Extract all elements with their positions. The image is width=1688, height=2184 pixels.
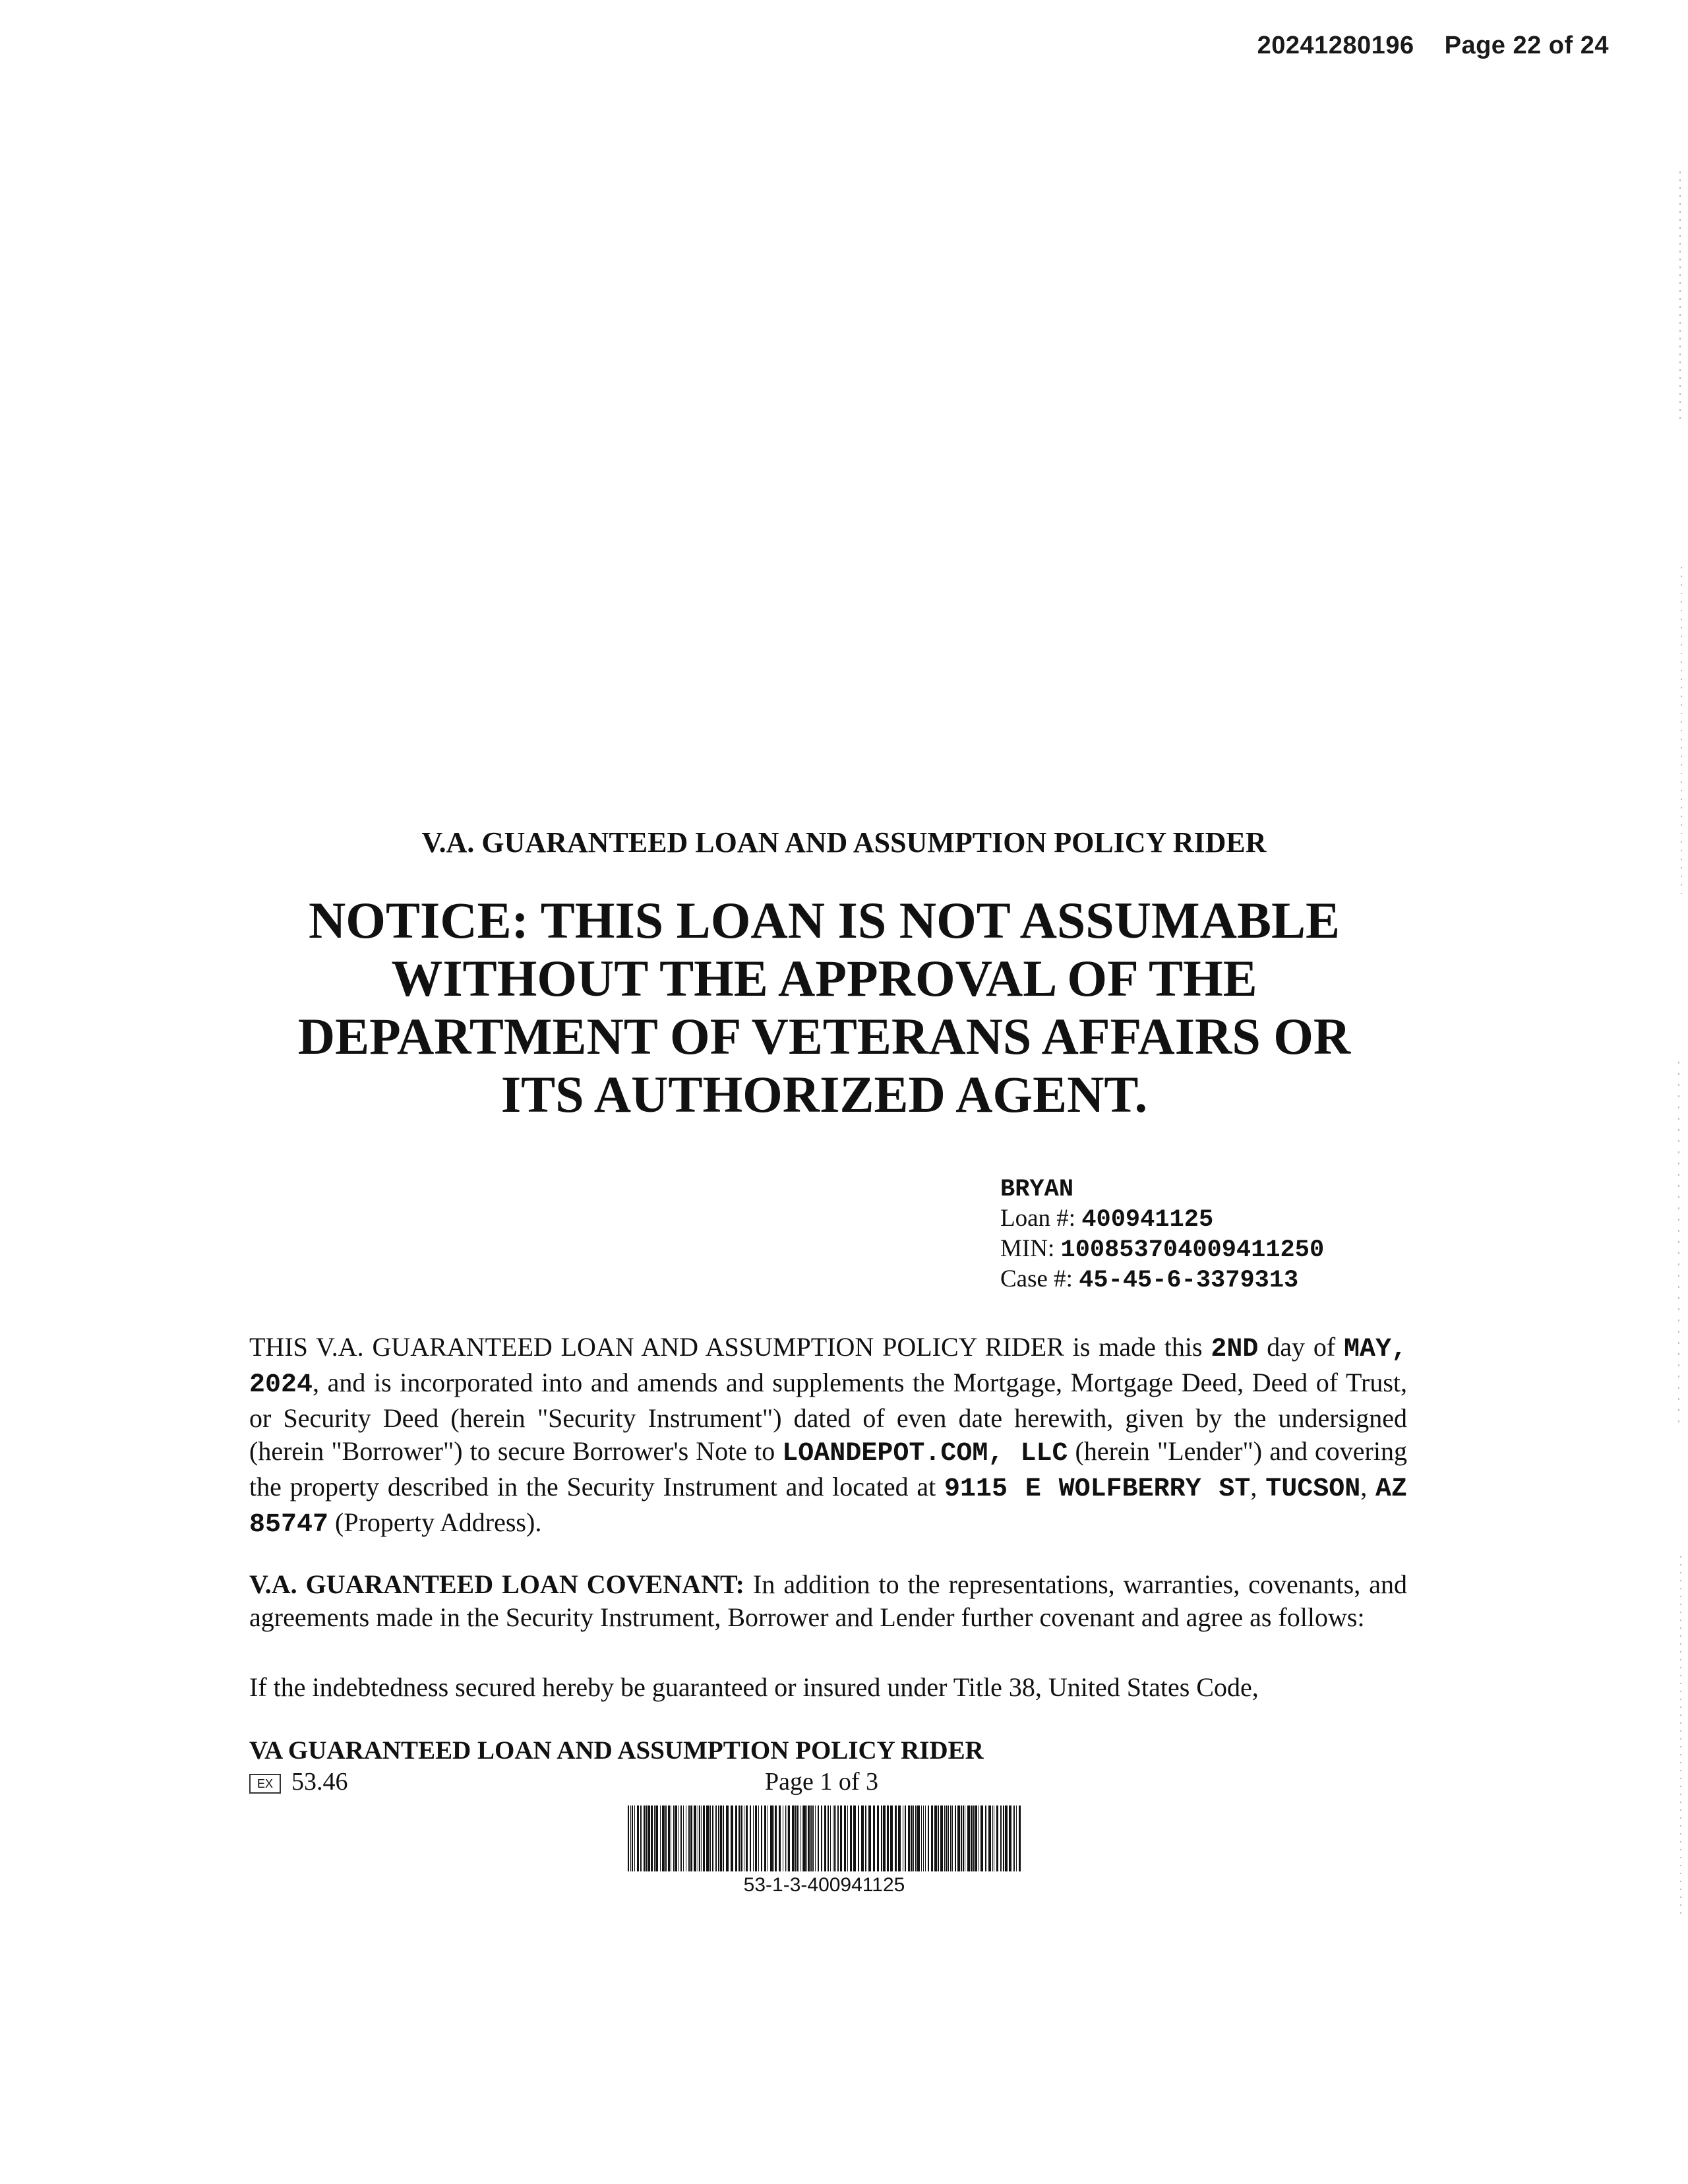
covenant-paragraph — [249, 1568, 1407, 1634]
barcode-bar — [928, 1805, 929, 1871]
barcode-bar — [828, 1805, 829, 1871]
barcode-bar — [873, 1805, 875, 1871]
barcode-bar — [818, 1805, 819, 1871]
paragraph-text: (herein "Lender") and covering the property described in the Security Instrument and located at — [249, 1436, 1407, 1502]
barcode-bar — [632, 1805, 633, 1871]
document-number: 20241280196 — [1257, 32, 1414, 59]
barcode-bar — [797, 1805, 799, 1871]
barcode-bar — [950, 1805, 951, 1871]
barcode-bar — [738, 1805, 740, 1871]
barcode-bar — [911, 1805, 913, 1871]
barcode-bar — [938, 1805, 939, 1871]
barcode-bar — [665, 1805, 667, 1871]
barcode-bar — [815, 1805, 816, 1871]
barcode-bar — [726, 1805, 729, 1871]
paragraph-text: , and is incorporated into and amends and supplements the Mortgage, Mortgage Deed, Deed of Trust, or Security Deed (herein "Security Instrument") dated of even date herewith, given by the undersigned (herein "Borrower") to secure Borrower's Note to — [249, 1368, 1407, 1466]
scan-edge-marks — [1668, 171, 1688, 1952]
barcode-bar — [803, 1805, 806, 1871]
property-state: AZ — [1375, 1474, 1408, 1504]
barcode-bar — [890, 1805, 893, 1871]
barcode-bar — [753, 1805, 754, 1871]
form-number: 53.46 — [291, 1768, 348, 1796]
barcode-bar — [946, 1805, 947, 1871]
rider-intro-paragraph — [249, 1331, 1407, 1542]
barcode-bar — [923, 1805, 924, 1871]
barcode-bar — [712, 1805, 713, 1871]
barcode-bar — [775, 1805, 777, 1871]
loan-number-label: Loan #: — [1000, 1205, 1076, 1232]
barcode-bar — [709, 1805, 711, 1871]
barcode-bar — [770, 1805, 773, 1871]
barcode-bar — [858, 1805, 859, 1871]
barcode-bar — [861, 1805, 864, 1871]
barcode-bar — [955, 1805, 956, 1871]
barcode-bar — [806, 1805, 807, 1871]
barcode-bar — [985, 1805, 986, 1871]
barcode-bar — [668, 1805, 670, 1871]
loan-number: 400941125 — [1081, 1206, 1214, 1234]
form-number-line — [249, 1767, 348, 1796]
barcode-bar — [1000, 1805, 1002, 1871]
min-row — [1000, 1234, 1324, 1265]
barcode-bar — [688, 1805, 690, 1871]
barcode-bar — [921, 1805, 922, 1871]
barcode-bar — [980, 1805, 983, 1871]
barcode-bar — [634, 1805, 635, 1871]
property-zip: 85747 — [249, 1510, 329, 1540]
lender-name: LOANDEPOT.COM, LLC — [782, 1439, 1068, 1469]
barcode-bar — [887, 1805, 889, 1871]
rider-date: MAY, 2024 — [249, 1335, 1407, 1400]
barcode-bar — [680, 1805, 682, 1871]
barcode-bar — [844, 1805, 846, 1871]
barcode-bar — [1016, 1805, 1017, 1871]
barcode-bar — [877, 1805, 879, 1871]
property-street: 9115 E WOLFBERRY ST — [944, 1474, 1251, 1504]
barcode-bar — [720, 1805, 722, 1871]
barcode-bar — [788, 1805, 790, 1871]
barcode-bar — [773, 1805, 774, 1871]
borrower-name: BRYAN — [1000, 1176, 1074, 1203]
recording-header — [1257, 32, 1609, 60]
barcode-bar — [812, 1805, 814, 1871]
barcode-bar — [646, 1805, 648, 1871]
case-number-row — [1000, 1265, 1324, 1295]
barcode-bar — [655, 1805, 658, 1871]
barcode-bar — [785, 1805, 786, 1871]
barcode-bar — [895, 1805, 897, 1871]
paragraph-text: , — [1250, 1472, 1266, 1502]
barcode — [626, 1805, 1022, 1871]
barcode-bar — [795, 1805, 797, 1871]
barcode-bar — [741, 1805, 742, 1871]
case-number-label: Case #: — [1000, 1265, 1073, 1292]
barcode-bar — [654, 1805, 655, 1871]
barcode-bar — [821, 1805, 822, 1871]
barcode-bar — [996, 1805, 998, 1871]
barcode-bar — [703, 1805, 705, 1871]
barcode-bar — [917, 1805, 920, 1871]
barcode-bar — [723, 1805, 724, 1871]
barcode-bar — [648, 1805, 650, 1871]
barcode-bar — [868, 1805, 871, 1871]
barcode-bar — [683, 1805, 684, 1871]
barcode-bar — [931, 1805, 933, 1871]
barcode-number: 53-1-3-400941125 — [743, 1874, 905, 1896]
barcode-bar — [898, 1805, 901, 1871]
min-number: 100853704009411250 — [1060, 1236, 1325, 1264]
barcode-bar — [847, 1805, 848, 1871]
barcode-bar — [1005, 1805, 1008, 1871]
notice-line: NOTICE: THIS LOAN IS NOT ASSUMABLE — [308, 892, 1341, 949]
barcode-bar — [915, 1805, 917, 1871]
barcode-bar — [764, 1805, 766, 1871]
barcode-bar — [973, 1805, 975, 1871]
paragraph-text: day of — [1258, 1332, 1344, 1362]
barcode-bar — [701, 1805, 702, 1871]
ex-form-icon: EX — [249, 1774, 281, 1794]
barcode-bar — [975, 1805, 977, 1871]
barcode-bar — [1003, 1805, 1004, 1871]
barcode-bar — [662, 1805, 665, 1871]
barcode-bar — [637, 1805, 639, 1871]
barcode-bar — [755, 1805, 757, 1871]
barcode-bar — [718, 1805, 719, 1871]
paragraph-text: , — [1360, 1472, 1376, 1502]
barcode-bar — [630, 1805, 631, 1871]
rider-title: V.A. GUARANTEED LOAN AND ASSUMPTION POLICY RIDER — [421, 826, 1267, 859]
barcode-bar — [905, 1805, 906, 1871]
barcode-bar — [883, 1805, 886, 1871]
barcode-bar — [925, 1805, 926, 1871]
barcode-bar — [735, 1805, 737, 1871]
barcode-bar — [988, 1805, 991, 1871]
barcode-bar — [731, 1805, 733, 1871]
barcode-bar — [881, 1805, 882, 1871]
barcode-bar — [830, 1805, 831, 1871]
footer-title: VA GUARANTEED LOAN AND ASSUMPTION POLICY RIDER — [249, 1736, 984, 1765]
barcode-bar — [944, 1805, 945, 1871]
barcode-bar — [992, 1805, 993, 1871]
barcode-bar — [810, 1805, 812, 1871]
barcode-bar — [699, 1805, 700, 1871]
barcode-bar — [761, 1805, 762, 1871]
barcode-bar — [750, 1805, 751, 1871]
barcode-bar — [908, 1805, 910, 1871]
covenant-text: In addition to the representations, warranties, covenants, and agreements made in the Security Instrument, Borrower and Lender further covenant and agree as follows: — [249, 1569, 1407, 1632]
barcode-bar — [758, 1805, 759, 1871]
barcode-bar — [824, 1805, 826, 1871]
rider-page-number: Page 1 of 3 — [765, 1768, 879, 1796]
barcode-bar — [934, 1805, 937, 1871]
barcode-bar — [644, 1805, 646, 1871]
paragraph-text: (Property Address). — [328, 1507, 542, 1537]
property-city: TUCSON — [1265, 1474, 1361, 1504]
notice-line: ITS AUTHORIZED AGENT. — [500, 1066, 1148, 1123]
barcode-bar — [957, 1805, 960, 1871]
barcode-bar — [853, 1805, 856, 1871]
barcode-bar — [690, 1805, 692, 1871]
min-label: MIN: — [1000, 1235, 1055, 1262]
rider-day: 2ND — [1211, 1335, 1259, 1364]
barcode-bar — [1019, 1805, 1021, 1871]
barcode-bar — [694, 1805, 696, 1871]
barcode-bar — [948, 1805, 949, 1871]
barcode-bar — [651, 1805, 653, 1871]
barcode-bar — [715, 1805, 717, 1871]
barcode-bar — [952, 1805, 953, 1871]
notice-heading — [198, 892, 1451, 1124]
barcode-bar — [865, 1805, 866, 1871]
notice-line: WITHOUT THE APPROVAL OF THE — [391, 950, 1257, 1007]
barcode-bar — [628, 1805, 629, 1871]
barcode-bar — [675, 1805, 677, 1871]
covenant-label: V.A. GUARANTEED LOAN COVENANT: — [249, 1569, 744, 1599]
case-number: 45-45-6-3379313 — [1079, 1267, 1299, 1294]
notice-line: DEPARTMENT OF VETERANS AFFAIRS OR — [297, 1008, 1351, 1065]
barcode-bar — [837, 1805, 839, 1871]
barcode-bar — [640, 1805, 642, 1871]
barcode-bar — [660, 1805, 661, 1871]
barcode-bar — [673, 1805, 675, 1871]
barcode-bar — [706, 1805, 709, 1871]
barcode-bar — [840, 1805, 842, 1871]
indebtedness-paragraph: If the indebtedness secured hereby be guaranteed or insured under Title 38, United States Code, — [249, 1672, 1259, 1702]
barcode-bar — [940, 1805, 943, 1871]
barcode-bar — [835, 1805, 836, 1871]
barcode-bar — [808, 1805, 810, 1871]
barcode-bar — [850, 1805, 852, 1871]
loan-number-row — [1000, 1204, 1324, 1234]
barcode-bar — [961, 1805, 962, 1871]
barcode-bar — [913, 1805, 914, 1871]
barcode-bar — [963, 1805, 964, 1871]
page-indicator: Page 22 of 24 — [1444, 32, 1609, 59]
barcode-bar — [1009, 1805, 1011, 1871]
barcode-bar — [967, 1805, 970, 1871]
barcode-bar — [779, 1805, 781, 1871]
barcode-bar — [1013, 1805, 1015, 1871]
barcode-bar — [746, 1805, 748, 1871]
paragraph-text: THIS V.A. GUARANTEED LOAN AND ASSUMPTION POLICY RIDER is made this — [249, 1332, 1211, 1362]
barcode-bar — [834, 1805, 835, 1871]
barcode-bar — [971, 1805, 973, 1871]
barcode-bar — [792, 1805, 795, 1871]
loan-info-block — [1000, 1175, 1324, 1295]
